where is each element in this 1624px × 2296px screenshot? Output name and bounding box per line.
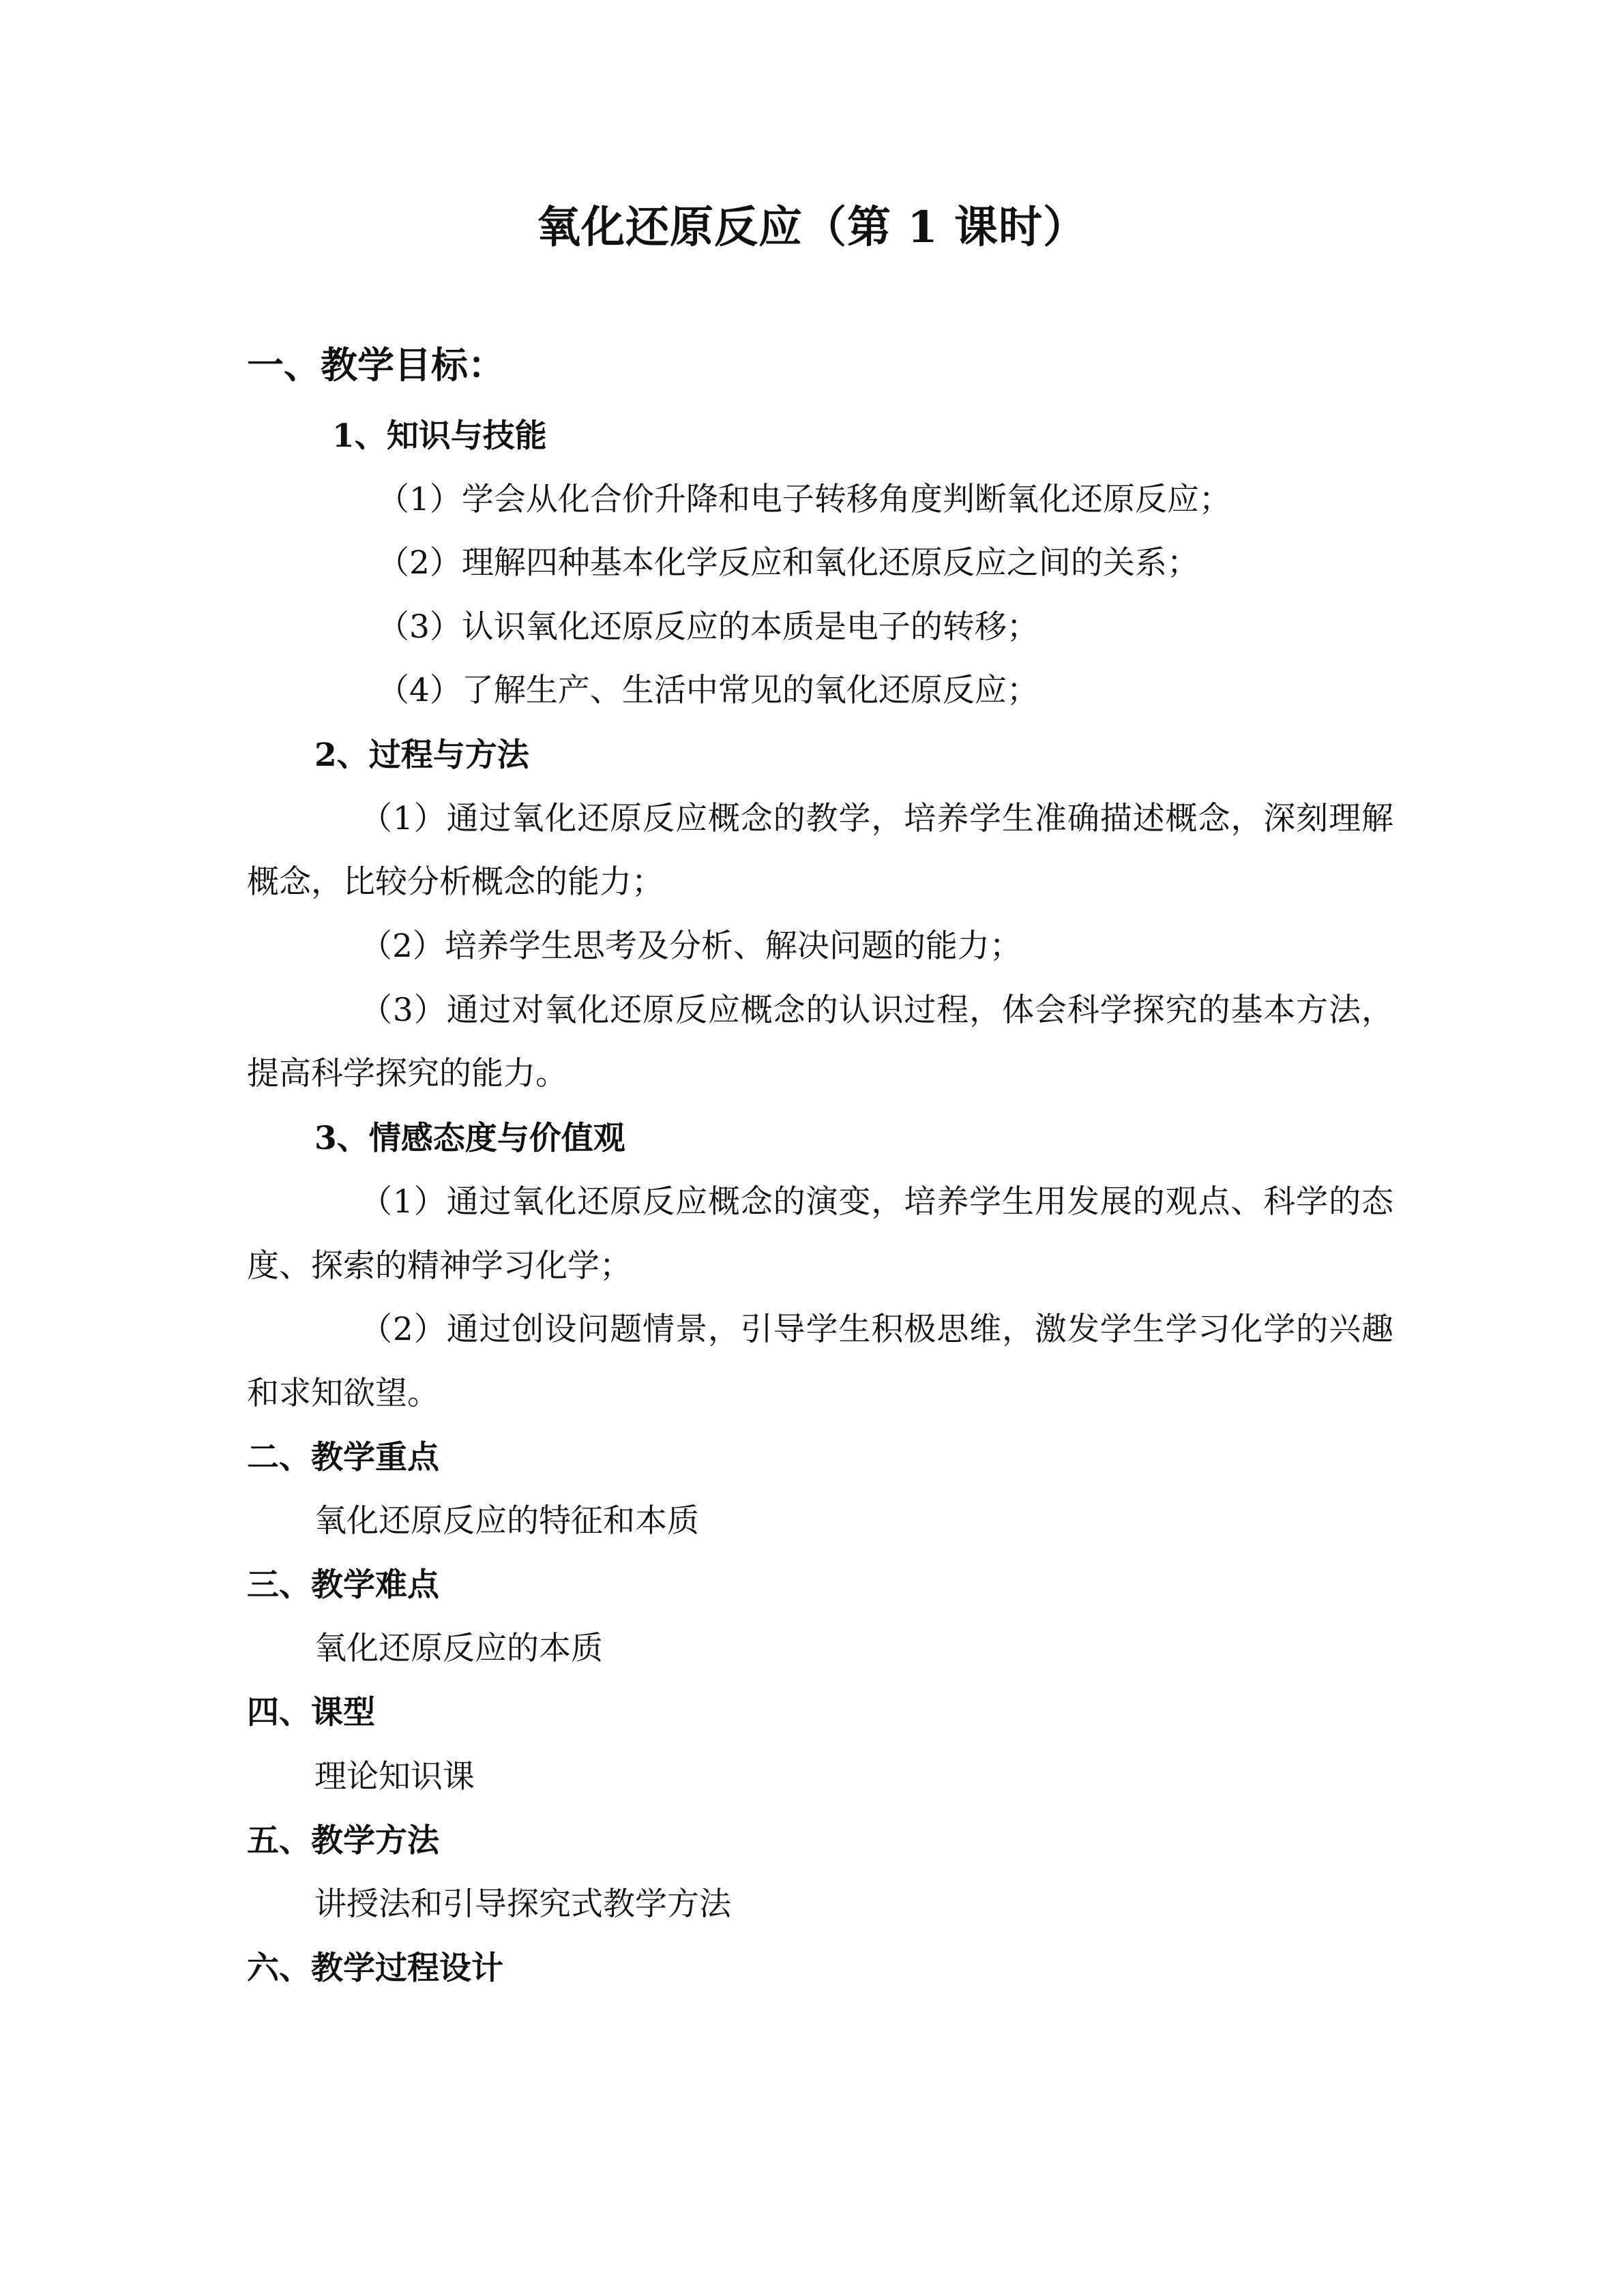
- knowledge-item-3: （3）认识氧化还原反应的本质是电子的转移；: [377, 608, 1039, 646]
- knowledge-item-4: （4）了解生产、生活中常见的氧化还原反应；: [377, 672, 1039, 709]
- objectives-heading: 一、教学目标：: [247, 343, 505, 387]
- process-item-3-line-2: 提高科学探究的能力。: [247, 1055, 567, 1092]
- process-item-2: （2）培养学生思考及分析、解决问题的能力；: [360, 927, 1022, 965]
- knowledge-item-2: （2）理解四种基本化学反应和氧化还原反应之间的关系；: [377, 544, 1199, 582]
- key-points-content: 氧化还原反应的特征和本质: [314, 1502, 699, 1540]
- attitude-item-2-line-1: （2）通过创设问题情景，引导学生积极思维，激发学生学习化学的兴趣: [360, 1311, 1393, 1348]
- process-methods-heading: 2、过程与方法: [314, 736, 529, 774]
- key-points-heading: 二、教学重点: [247, 1439, 439, 1476]
- lesson-type-content: 理论知识课: [314, 1758, 475, 1795]
- document-title: 氧化还原反应（第 1 课时）: [536, 202, 1088, 253]
- knowledge-skills-heading: 1、知识与技能: [332, 417, 547, 455]
- process-design-heading: 六、教学过程设计: [247, 1950, 503, 1987]
- attitude-values-heading: 3、情感态度与价值观: [314, 1120, 625, 1157]
- methods-content: 讲授法和引导探究式教学方法: [314, 1885, 731, 1923]
- attitude-item-1-line-1: （1）通过氧化还原反应概念的演变，培养学生用发展的观点、科学的态: [360, 1183, 1393, 1221]
- knowledge-item-1: （1）学会从化合价升降和电子转移角度判断氧化还原反应；: [377, 481, 1231, 518]
- process-item-1-line-2: 概念，比较分析概念的能力；: [247, 863, 664, 901]
- methods-heading: 五、教学方法: [247, 1822, 439, 1860]
- lesson-type-heading: 四、课型: [247, 1694, 375, 1731]
- difficulties-content: 氧化还原反应的本质: [314, 1630, 603, 1667]
- difficulties-heading: 三、教学难点: [247, 1566, 439, 1604]
- process-item-3-line-1: （3）通过对氧化还原反应概念的认识过程，体会科学探究的基本方法，: [360, 992, 1393, 1029]
- attitude-item-1-line-2: 度、探索的精神学习化学；: [247, 1247, 632, 1285]
- attitude-item-2-line-2: 和求知欲望。: [247, 1375, 439, 1412]
- process-item-1-line-1: （1）通过氧化还原反应概念的教学，培养学生准确描述概念，深刻理解: [360, 800, 1393, 837]
